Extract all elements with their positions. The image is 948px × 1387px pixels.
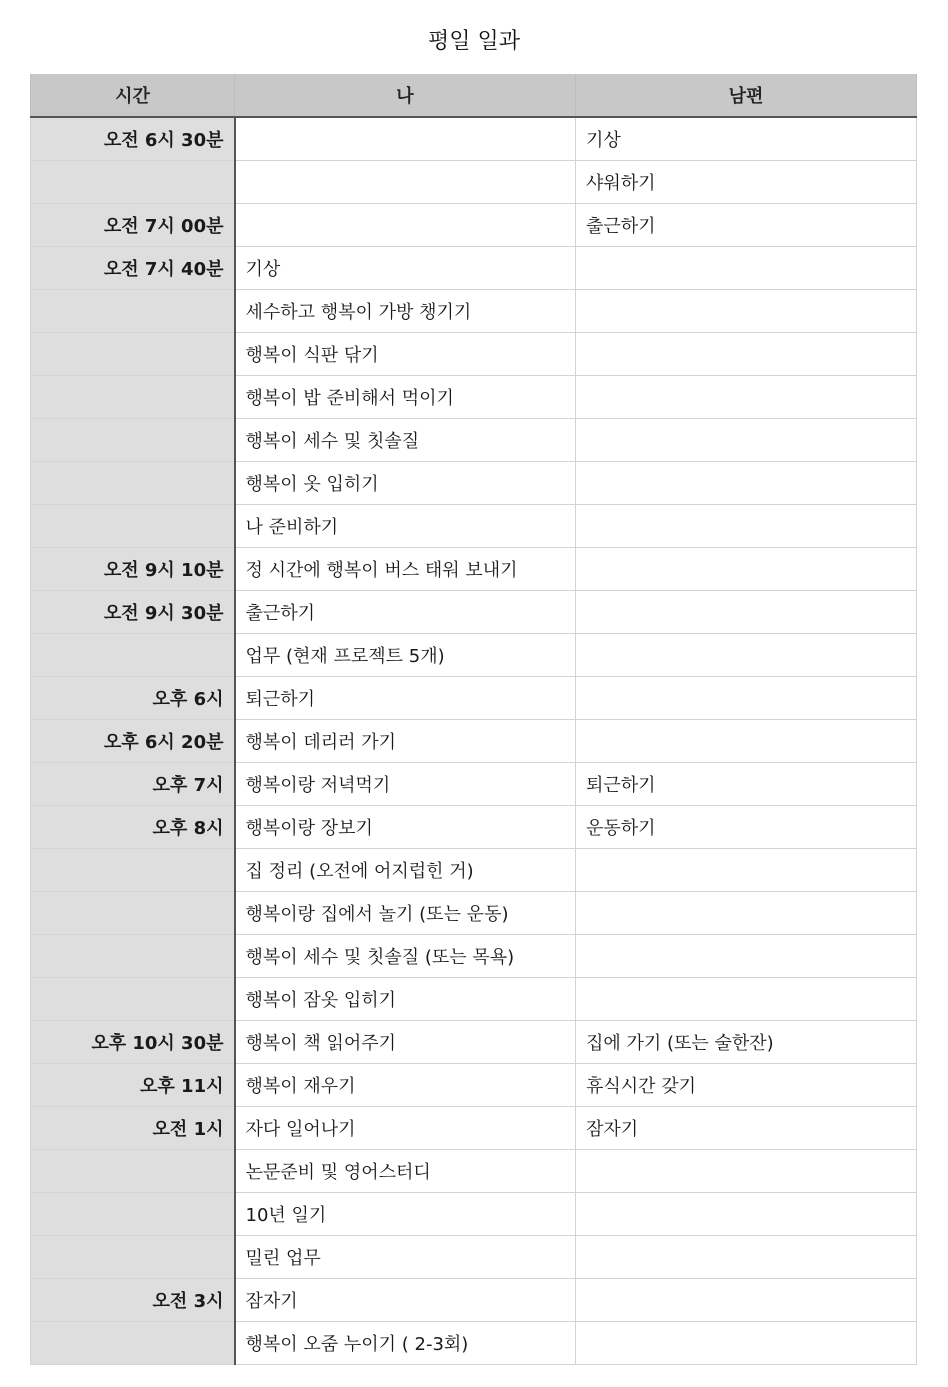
time-cell — [31, 1193, 235, 1236]
time-cell — [31, 462, 235, 505]
husband-cell — [576, 1236, 917, 1279]
husband-cell — [576, 376, 917, 419]
husband-cell — [576, 1322, 917, 1365]
table-row — [31, 505, 917, 548]
table-row — [31, 462, 917, 505]
table-row — [31, 247, 917, 290]
husband-cell — [576, 978, 917, 1021]
me-cell: 밀린 업무 — [235, 1236, 576, 1279]
time-cell — [31, 290, 235, 333]
table-row — [31, 978, 917, 1021]
table-row — [31, 634, 917, 677]
table-row — [31, 1064, 917, 1107]
table-row — [31, 677, 917, 720]
table-row — [31, 204, 917, 247]
me-cell — [235, 117, 576, 161]
time-cell: 오후 6시 20분 — [31, 720, 235, 763]
husband-cell — [576, 247, 917, 290]
table-row — [31, 1193, 917, 1236]
table-row — [31, 1236, 917, 1279]
husband-cell — [576, 935, 917, 978]
husband-cell — [576, 462, 917, 505]
time-cell — [31, 1150, 235, 1193]
me-cell: 행복이 잠옷 입히기 — [235, 978, 576, 1021]
me-cell: 퇴근하기 — [235, 677, 576, 720]
me-cell: 행복이 세수 및 칫솔질 (또는 목욕) — [235, 935, 576, 978]
time-cell — [31, 161, 235, 204]
husband-cell: 집에 가기 (또는 술한잔) — [576, 1021, 917, 1064]
time-cell — [31, 1236, 235, 1279]
table-row — [31, 1279, 917, 1322]
time-cell — [31, 333, 235, 376]
me-cell: 자다 일어나기 — [235, 1107, 576, 1150]
husband-cell: 출근하기 — [576, 204, 917, 247]
time-cell: 오전 7시 40분 — [31, 247, 235, 290]
table-row — [31, 892, 917, 935]
husband-cell: 운동하기 — [576, 806, 917, 849]
me-cell: 행복이랑 저녁먹기 — [235, 763, 576, 806]
time-cell — [31, 419, 235, 462]
time-cell: 오후 7시 — [31, 763, 235, 806]
husband-cell — [576, 290, 917, 333]
schedule-table — [30, 74, 917, 1365]
time-cell: 오후 6시 — [31, 677, 235, 720]
time-cell — [31, 505, 235, 548]
table-row — [31, 376, 917, 419]
time-cell: 오후 10시 30분 — [31, 1021, 235, 1064]
header-row — [31, 74, 917, 117]
time-cell — [31, 978, 235, 1021]
me-cell: 업무 (현재 프로젝트 5개) — [235, 634, 576, 677]
table-row — [31, 1107, 917, 1150]
husband-cell — [576, 720, 917, 763]
me-cell: 행복이 식판 닦기 — [235, 333, 576, 376]
table-row — [31, 720, 917, 763]
time-cell — [31, 935, 235, 978]
husband-cell: 기상 — [576, 117, 917, 161]
schedule-body — [31, 117, 917, 1365]
husband-cell — [576, 419, 917, 462]
time-cell — [31, 1322, 235, 1365]
me-cell: 논문준비 및 영어스터디 — [235, 1150, 576, 1193]
time-cell — [31, 634, 235, 677]
table-row — [31, 806, 917, 849]
time-cell: 오전 3시 — [31, 1279, 235, 1322]
me-cell: 행복이 세수 및 칫솔질 — [235, 419, 576, 462]
husband-cell — [576, 892, 917, 935]
me-cell: 출근하기 — [235, 591, 576, 634]
me-cell: 행복이 옷 입히기 — [235, 462, 576, 505]
husband-cell — [576, 505, 917, 548]
me-cell: 행복이 재우기 — [235, 1064, 576, 1107]
husband-cell: 휴식시간 갖기 — [576, 1064, 917, 1107]
me-cell: 잠자기 — [235, 1279, 576, 1322]
time-cell: 오후 11시 — [31, 1064, 235, 1107]
me-cell — [235, 161, 576, 204]
husband-cell: 샤워하기 — [576, 161, 917, 204]
table-row — [31, 333, 917, 376]
table-row — [31, 117, 917, 161]
husband-cell — [576, 634, 917, 677]
husband-cell — [576, 677, 917, 720]
table-row — [31, 548, 917, 591]
table-row — [31, 1150, 917, 1193]
me-cell: 10년 일기 — [235, 1193, 576, 1236]
time-cell: 오전 6시 30분 — [31, 117, 235, 161]
table-row — [31, 419, 917, 462]
me-cell: 행복이랑 장보기 — [235, 806, 576, 849]
header-husband: 남편 — [576, 74, 917, 117]
me-cell: 행복이 오줌 누이기 ( 2-3회) — [235, 1322, 576, 1365]
table-row — [31, 935, 917, 978]
table-row — [31, 290, 917, 333]
time-cell: 오전 7시 00분 — [31, 204, 235, 247]
table-row — [31, 161, 917, 204]
husband-cell — [576, 1150, 917, 1193]
table-row — [31, 849, 917, 892]
table-row — [31, 1021, 917, 1064]
time-cell — [31, 892, 235, 935]
header-time: 시간 — [31, 74, 235, 117]
table-row — [31, 591, 917, 634]
time-cell: 오전 1시 — [31, 1107, 235, 1150]
husband-cell — [576, 548, 917, 591]
husband-cell — [576, 591, 917, 634]
me-cell: 기상 — [235, 247, 576, 290]
header-me: 나 — [235, 74, 576, 117]
me-cell: 집 정리 (오전에 어지럽힌 거) — [235, 849, 576, 892]
husband-cell: 퇴근하기 — [576, 763, 917, 806]
time-cell: 오전 9시 10분 — [31, 548, 235, 591]
me-cell: 나 준비하기 — [235, 505, 576, 548]
me-cell: 행복이 밥 준비해서 먹이기 — [235, 376, 576, 419]
table-row — [31, 1322, 917, 1365]
me-cell: 행복이 책 읽어주기 — [235, 1021, 576, 1064]
me-cell: 행복이랑 집에서 놀기 (또는 운동) — [235, 892, 576, 935]
me-cell: 세수하고 행복이 가방 챙기기 — [235, 290, 576, 333]
me-cell: 행복이 데리러 가기 — [235, 720, 576, 763]
husband-cell — [576, 1279, 917, 1322]
table-row — [31, 763, 917, 806]
time-cell — [31, 849, 235, 892]
husband-cell — [576, 333, 917, 376]
husband-cell — [576, 849, 917, 892]
husband-cell — [576, 1193, 917, 1236]
time-cell: 오전 9시 30분 — [31, 591, 235, 634]
me-cell — [235, 204, 576, 247]
husband-cell: 잠자기 — [576, 1107, 917, 1150]
page-title: 평일 일과 — [427, 29, 520, 54]
time-cell: 오후 8시 — [31, 806, 235, 849]
time-cell — [31, 376, 235, 419]
me-cell: 정 시간에 행복이 버스 태워 보내기 — [235, 548, 576, 591]
